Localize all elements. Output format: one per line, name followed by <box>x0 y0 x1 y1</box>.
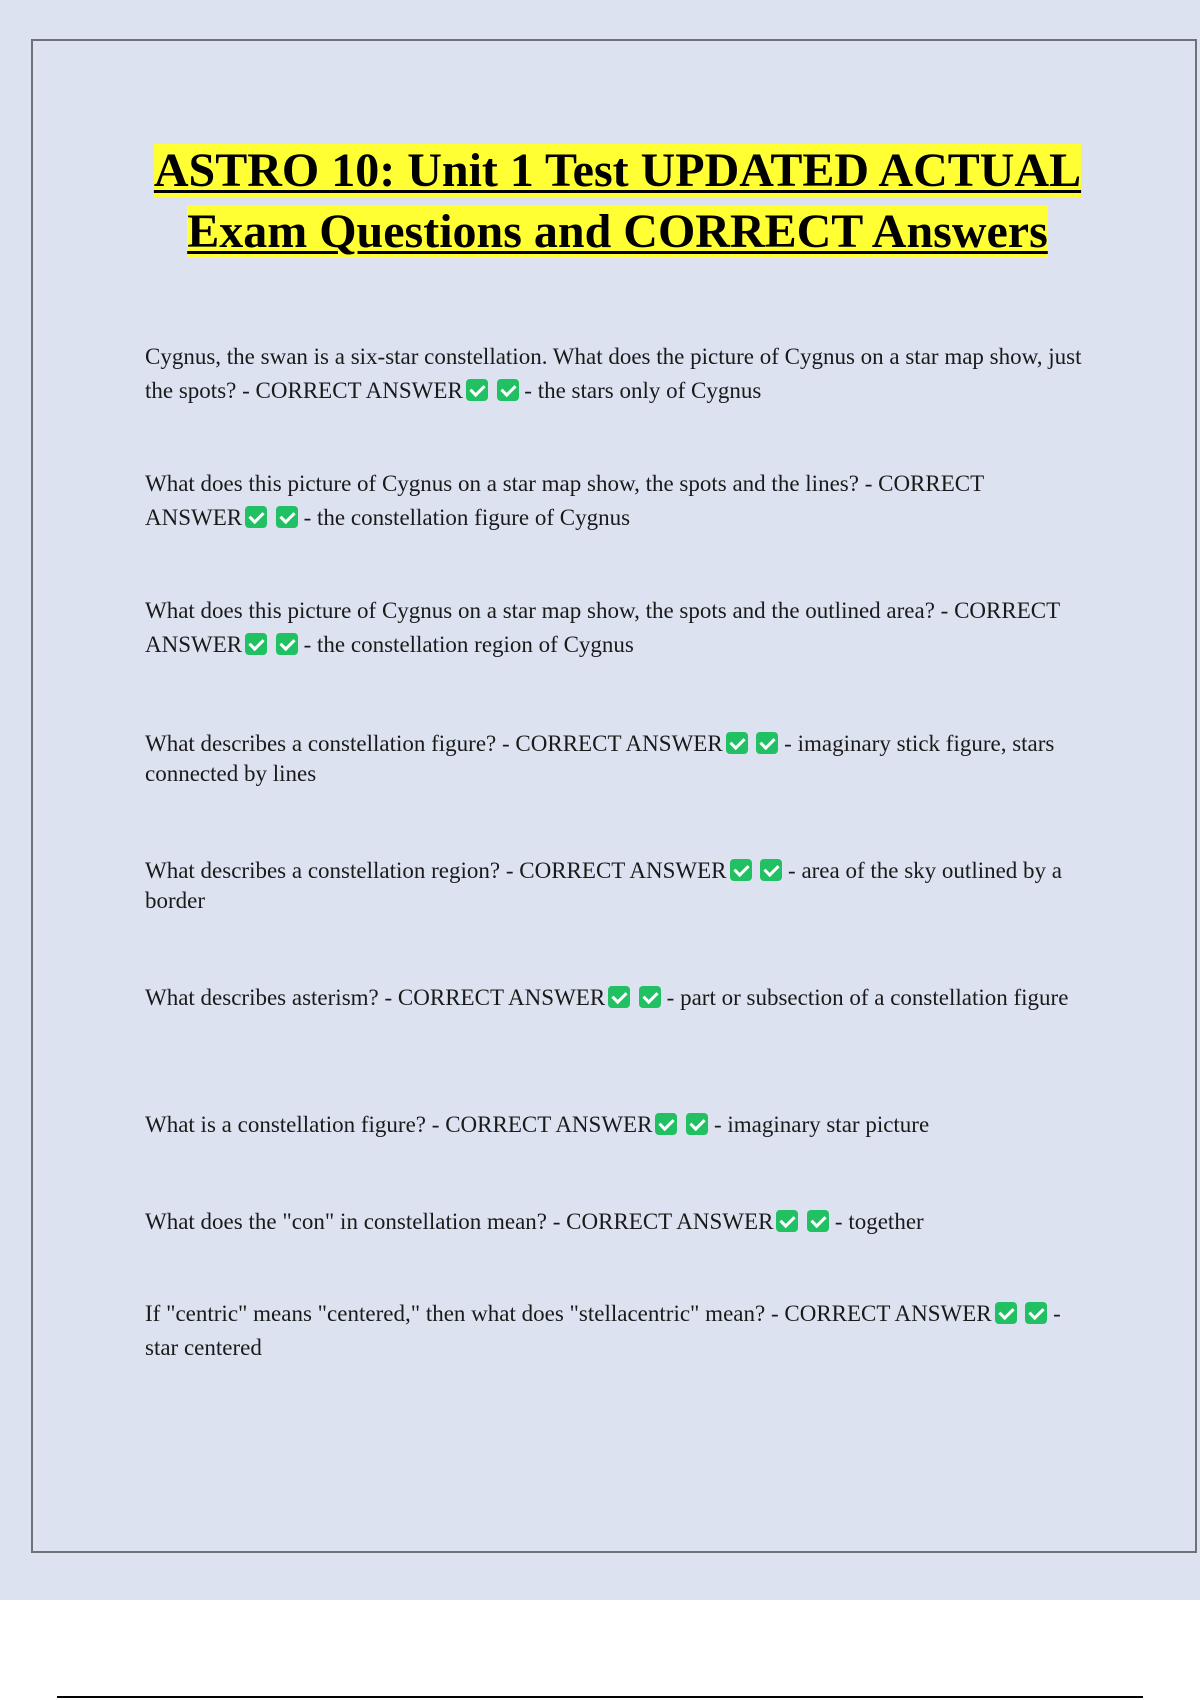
question-text: What describes asterism? <box>145 985 379 1010</box>
document-title <box>100 140 1135 262</box>
check-mark-icon <box>807 1210 829 1232</box>
question-text: What does the "con" in constellation mean? <box>145 1209 547 1234</box>
answer-text: part or subsection of a constellation figure <box>680 985 1069 1010</box>
question-text: Cygnus, the swan is a six-star constellation. What does the picture of Cygnus on a star map show, just the spots? <box>145 344 1082 403</box>
qa-item-1: Cygnus, the swan is a six-star constellation. What does the picture of Cygnus on a star map show, just the spots? - CORRECT ANSWER - the stars only of Cygnus <box>145 344 1082 403</box>
check-mark-icon <box>655 1113 677 1135</box>
check-mark-icon <box>639 986 661 1008</box>
question-text: What describes a constellation figure? <box>145 731 497 756</box>
check-mark-icon <box>245 633 267 655</box>
check-mark-icon <box>776 1210 798 1232</box>
qa-item-4: What describes a constellation figure? - CORRECT ANSWER - imaginary stick figure, stars connected by lines <box>145 731 1055 786</box>
answer-text: star centered <box>145 1335 262 1360</box>
qa-item-7: What is a constellation figure? - CORRECT ANSWER - imaginary star picture <box>145 1112 930 1137</box>
answer-text: the constellation figure of Cygnus <box>317 505 631 530</box>
answer-text: the stars only of Cygnus <box>537 378 762 403</box>
answer-label: CORRECT ANSWER <box>145 598 1060 657</box>
answer-label: CORRECT ANSWER <box>145 471 984 530</box>
qa-item-8: What does the "con" in constellation mean? - CORRECT ANSWER - together <box>145 1209 924 1234</box>
qa-item-9: If "centric" means "centered," then what does "stellacentric" mean? - CORRECT ANSWER - star centered <box>145 1301 1061 1360</box>
check-mark-icon <box>1025 1302 1047 1324</box>
check-mark-icon <box>726 732 748 754</box>
answer-label: CORRECT ANSWER <box>445 1112 653 1137</box>
check-mark-icon <box>760 859 782 881</box>
question-text: What does this picture of Cygnus on a star map show, the spots and the outlined area? <box>145 598 935 623</box>
check-mark-icon <box>245 506 267 528</box>
check-mark-icon <box>466 379 488 401</box>
answer-text: the constellation region of Cygnus <box>317 632 634 657</box>
answer-label: CORRECT ANSWER <box>397 985 606 1010</box>
answer-text: imaginary star picture <box>727 1112 930 1137</box>
check-mark-icon <box>276 633 298 655</box>
answer-label: CORRECT ANSWER <box>519 858 727 883</box>
check-mark-icon <box>730 859 752 881</box>
qa-item-3: What does this picture of Cygnus on a star map show, the spots and the outlined area? - CORRECT ANSWER - the constellation region of Cygnus <box>145 598 1060 657</box>
check-mark-icon <box>995 1302 1017 1324</box>
answer-label: CORRECT ANSWER <box>566 1209 774 1234</box>
answer-text: together <box>848 1209 924 1234</box>
qa-item-5: What describes a constellation region? - CORRECT ANSWER - area of the sky outlined by a border <box>145 858 1063 913</box>
answer-label: CORRECT ANSWER <box>255 378 463 403</box>
footer-rule <box>57 1696 1143 1698</box>
answer-label: CORRECT ANSWER <box>784 1301 992 1326</box>
question-text: What is a constellation figure? <box>145 1112 427 1137</box>
qa-item-2: What does this picture of Cygnus on a star map show, the spots and the lines? - CORRECT ANSWER - the constellation figure of Cygnus <box>145 471 984 530</box>
document-title-text: ASTRO 10: Unit 1 Test UPDATED ACTUAL Exam Questions and CORRECT Answers <box>153 144 1082 258</box>
question-text: If "centric" means "centered," then what does "stellacentric" mean? <box>145 1301 766 1326</box>
answer-label: CORRECT ANSWER <box>515 731 723 756</box>
question-text: What does this picture of Cygnus on a star map show, the spots and the lines? <box>145 471 859 496</box>
answer-text: area of the sky outlined by a border <box>145 858 1063 913</box>
check-mark-icon <box>276 506 298 528</box>
answer-text: imaginary stick figure, stars connected by lines <box>145 731 1055 786</box>
check-mark-icon <box>497 379 519 401</box>
check-mark-icon <box>756 732 778 754</box>
question-text: What describes a constellation region? <box>145 858 501 883</box>
qa-item-6: What describes asterism? - CORRECT ANSWER - part or subsection of a constellation figure <box>145 985 1069 1010</box>
check-mark-icon <box>686 1113 708 1135</box>
check-mark-icon <box>608 986 630 1008</box>
